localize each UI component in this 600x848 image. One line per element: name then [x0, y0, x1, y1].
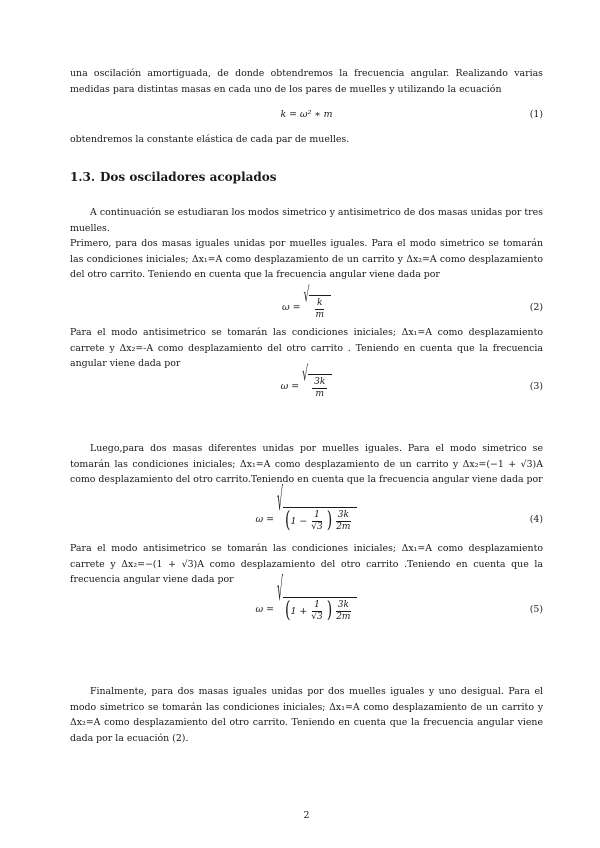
- section-heading: [70, 170, 277, 186]
- paragraph-section-intro: A continuación se estudiaran los modos simetrico y antisimetrico de dos masas unidas por tres muelles.: [70, 207, 543, 234]
- equation-5-inner-numerator: 1: [314, 600, 320, 610]
- equation-3-number: (3): [529, 381, 543, 393]
- equation-2-number: (2): [529, 302, 543, 314]
- equation-2-lhs: ω =: [282, 302, 301, 314]
- equation-5-term: 1 +: [290, 605, 308, 617]
- section-number: 1.3.: [70, 170, 96, 184]
- equation-2-numerator: k: [316, 298, 323, 308]
- paragraph-intro: una oscilación amortiguada, de donde obtendremos la frecuencia angular. Realizando varias medidas para distintas masas en cada uno de los pares de muelles y utilizando la ecuación: [70, 68, 543, 95]
- equation-5-denominator: 2m: [336, 612, 351, 622]
- paragraph-finally: Finalmente, para dos masas iguales unidas por dos muelles iguales y uno desigual. Para el modo simetrico se tomarán las condiciones iniciales; Δx₁=A como desplazamiento de un carrito y Δx₂=A como desplazamiento del otro carrito. Teniendo en cuenta que la frecuencia angular viene dada por la ecuación (2).: [70, 686, 543, 744]
- paragraph-different-masses: Luego,para dos masas diferentes unidas por muelles iguales. Para el modo simetrico se tomarán las condiciones iniciales; Δx₁=A como desplazamiento de un carrito y Δx₂=(−1 + √3)A como desplazamiento del otro carrito.Teniendo en cuenta que la frecuencia angular viene dada por: [70, 443, 543, 486]
- equation-5-inner-denominator: √3: [311, 612, 323, 622]
- equation-3-lhs: ω =: [280, 381, 300, 393]
- equation-5-number: (5): [529, 604, 543, 616]
- equation-4: ω = √ ( 1 − $\frac{1}{√3}$ ) $\frac{3k}{2m}$ (4): [255, 482, 543, 534]
- equation-3-numerator: 3k: [314, 377, 326, 387]
- equation-4-denominator: 2m: [336, 522, 351, 532]
- paragraph-antisymmetric-equal: Para el modo antisimetrico se tomarán las condiciones iniciales; Δx₁=A como desplazamiento carrete y Δx₂=-A como desplazamiento del otro carrito . Teniendo en cuenta que la frecuencia angular viene dada por: [70, 327, 543, 370]
- paragraph-antisymmetric-different: Para el modo antisimetrico se tomarán las condiciones iniciales; Δx₁=A como desplazamiento carrete y Δx₂=−(1 + √3)A como desplazamiento del otro carrito .Teniendo en cuenta que la frecuencia angular viene dada por: [70, 543, 543, 586]
- equation-2: ω = √ $\frac{k}{m}$ (2): [282, 283, 543, 320]
- equation-3-denominator: m: [315, 389, 324, 399]
- equation-1: [70, 95, 543, 135]
- equation-5: ω = √ ( 1 + $\frac{1}{√3}$ ) $\frac{3k}{2m}$ (5): [255, 572, 543, 624]
- equation-3: ω = √ $\frac{3k}{m}$ (3): [280, 362, 543, 399]
- equation-1-body: k = ω² ∗ m: [280, 109, 333, 121]
- equation-4-number: (4): [529, 514, 543, 526]
- equation-4-inner-denominator: √3: [311, 522, 323, 532]
- equation-1-number: (1): [529, 109, 543, 121]
- section-title: Dos osciladores acoplados: [100, 170, 277, 184]
- paragraph-equal-masses: Primero, para dos masas iguales unidas por muelles iguales. Para el modo simetrico se tomarán las condiciones iniciales; Δx₁=A como desplazamiento de un carrito y Δx₂=A como desplazamiento del otro carrito. Teniendo en cuenta que la frecuencia angular viene dada por: [70, 238, 543, 281]
- equation-5-lhs: ω =: [255, 604, 275, 616]
- equation-4-numerator: 3k: [337, 510, 349, 520]
- equation-4-inner-numerator: 1: [314, 510, 320, 520]
- paragraph-spring-constant: obtendremos la constante elástica de cada par de muelles.: [70, 134, 350, 145]
- page-number: 2: [303, 810, 310, 821]
- equation-4-lhs: ω =: [255, 514, 275, 526]
- page: [70, 0, 543, 848]
- equation-2-denominator: m: [315, 310, 324, 320]
- equation-4-term: 1 −: [290, 515, 308, 527]
- equation-5-numerator: 3k: [337, 600, 349, 610]
